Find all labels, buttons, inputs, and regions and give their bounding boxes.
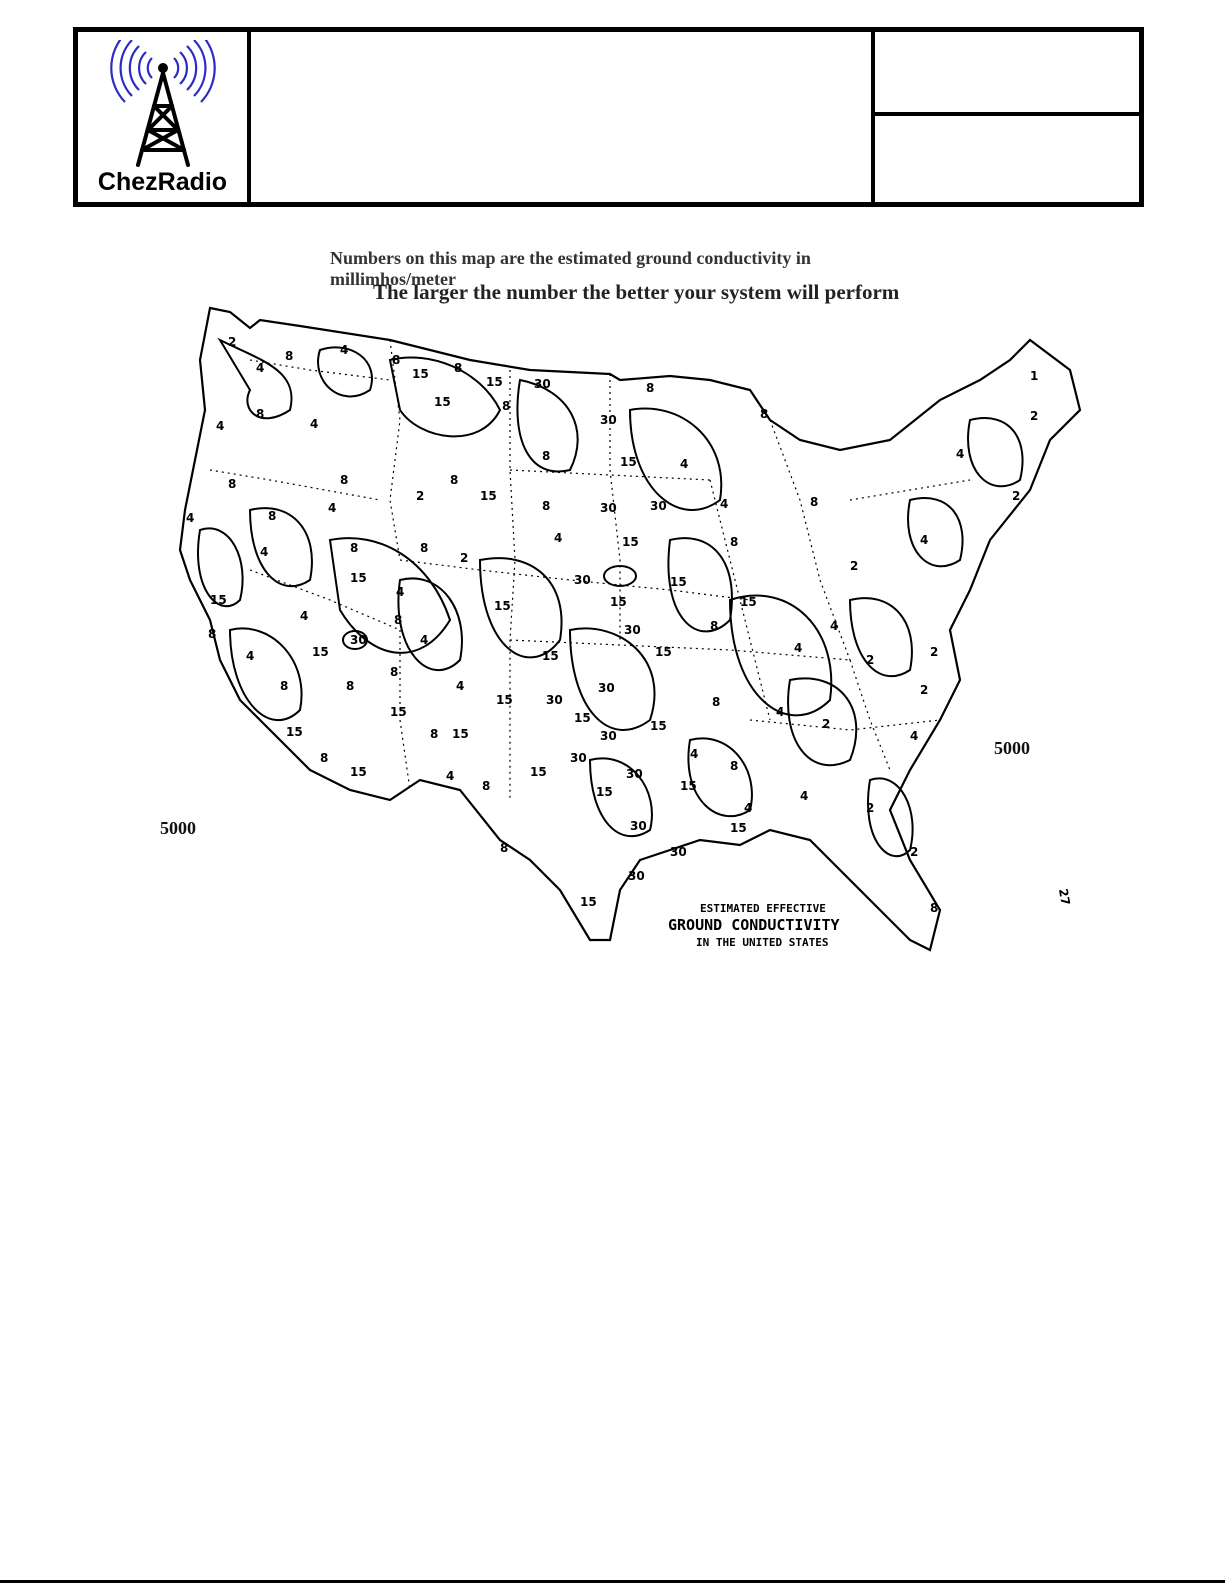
svg-text:8: 8 [542,499,551,513]
svg-text:4: 4 [920,533,929,547]
svg-text:8: 8 [256,407,265,421]
svg-text:2: 2 [1030,409,1039,423]
svg-text:8: 8 [810,495,819,509]
svg-text:30: 30 [534,377,551,391]
svg-text:15: 15 [496,693,513,707]
svg-text:15: 15 [286,725,303,739]
svg-text:4: 4 [310,417,319,431]
svg-text:15: 15 [210,593,227,607]
svg-text:8: 8 [712,695,721,709]
svg-text:30: 30 [670,845,687,859]
svg-text:8: 8 [930,901,939,915]
svg-text:4: 4 [956,447,965,461]
svg-text:8: 8 [228,477,237,491]
header-right-top-cell [875,32,1139,116]
svg-text:30: 30 [600,413,617,427]
svg-text:8: 8 [280,679,289,693]
svg-text:8: 8 [208,627,217,641]
svg-text:30: 30 [630,819,647,833]
svg-text:2: 2 [866,801,875,815]
svg-text:4: 4 [328,501,337,515]
svg-text:30: 30 [600,501,617,515]
svg-text:15: 15 [480,489,497,503]
svg-text:8: 8 [760,407,769,421]
svg-text:8: 8 [730,759,739,773]
svg-text:4: 4 [690,747,699,761]
svg-text:30: 30 [650,499,667,513]
svg-text:4: 4 [300,609,309,623]
svg-text:30: 30 [570,751,587,765]
svg-text:30: 30 [546,693,563,707]
header-right-cell [875,32,1139,202]
svg-text:15: 15 [350,765,367,779]
svg-text:4: 4 [456,679,465,693]
svg-text:4: 4 [744,801,753,815]
svg-text:2: 2 [416,489,425,503]
svg-text:15: 15 [494,599,511,613]
svg-text:15: 15 [312,645,329,659]
map-caption-performance: The larger the number the better your system will perform [373,280,900,304]
svg-text:4: 4 [720,497,729,511]
svg-text:4: 4 [554,531,563,545]
svg-text:15: 15 [670,575,687,589]
svg-text:15: 15 [622,535,639,549]
svg-text:4: 4 [420,633,429,647]
svg-text:15: 15 [412,367,429,381]
ground-conductivity-map [150,300,1090,960]
svg-text:30: 30 [598,681,615,695]
svg-text:15: 15 [620,455,637,469]
offshore-east-label: 5000 [994,738,1030,758]
svg-text:4: 4 [246,649,255,663]
page-number: 27 [1055,887,1073,907]
map-title-line-3: IN THE UNITED STATES [696,936,829,949]
svg-text:2: 2 [920,683,929,697]
us-map-svg [150,300,1090,960]
svg-text:8: 8 [730,535,739,549]
map-title-line-2: GROUND CONDUCTIVITY [668,916,840,934]
svg-text:15: 15 [655,645,672,659]
svg-text:2: 2 [866,653,875,667]
svg-text:8: 8 [390,665,399,679]
map-title-line-1: ESTIMATED EFFECTIVE [700,902,826,915]
svg-text:8: 8 [500,841,509,855]
svg-text:4: 4 [340,343,349,357]
svg-text:4: 4 [776,705,785,719]
footer-rule [0,1580,1225,1583]
svg-text:8: 8 [646,381,655,395]
svg-text:15: 15 [486,375,503,389]
svg-text:15: 15 [650,719,667,733]
svg-text:2: 2 [460,551,469,565]
svg-text:8: 8 [392,353,401,367]
svg-text:8: 8 [454,361,463,375]
map-caption-units: Numbers on this map are the estimated ground conductivity in millimhos/meter [330,248,811,289]
svg-text:8: 8 [450,473,459,487]
header-table [73,27,1144,207]
svg-text:15: 15 [610,595,627,609]
svg-text:8: 8 [350,541,359,555]
logo-text: ChezRadio [97,168,228,196]
svg-text:15: 15 [434,395,451,409]
svg-text:8: 8 [394,613,403,627]
svg-text:8: 8 [420,541,429,555]
svg-text:15: 15 [574,711,591,725]
svg-text:4: 4 [396,585,405,599]
svg-text:2: 2 [850,559,859,573]
radio-tower-icon [108,40,218,170]
svg-text:8: 8 [710,619,719,633]
header-title-cell [251,32,875,202]
svg-text:15: 15 [350,571,367,585]
svg-text:15: 15 [580,895,597,909]
svg-text:4: 4 [260,545,269,559]
svg-text:2: 2 [930,645,939,659]
svg-text:30: 30 [600,729,617,743]
svg-text:4: 4 [446,769,455,783]
svg-text:4: 4 [186,511,195,525]
svg-text:2: 2 [822,717,831,731]
svg-text:30: 30 [350,633,367,647]
svg-text:30: 30 [574,573,591,587]
svg-text:15: 15 [740,595,757,609]
svg-text:4: 4 [680,457,689,471]
svg-text:2: 2 [910,845,919,859]
svg-text:15: 15 [542,649,559,663]
svg-text:15: 15 [530,765,547,779]
svg-text:30: 30 [628,869,645,883]
logo-cell [78,32,251,202]
svg-text:4: 4 [794,641,803,655]
svg-text:8: 8 [268,509,277,523]
svg-text:30: 30 [624,623,641,637]
svg-text:15: 15 [390,705,407,719]
svg-text:30: 30 [626,767,643,781]
header-right-bottom-cell [875,116,1139,202]
svg-text:4: 4 [256,361,265,375]
offshore-west-label: 5000 [160,818,196,838]
svg-text:4: 4 [216,419,225,433]
svg-text:1: 1 [1030,369,1039,383]
svg-text:15: 15 [452,727,469,741]
svg-text:2: 2 [1012,489,1021,503]
svg-text:8: 8 [285,349,294,363]
svg-text:8: 8 [320,751,329,765]
svg-text:15: 15 [730,821,747,835]
svg-text:8: 8 [502,399,511,413]
svg-text:8: 8 [430,727,439,741]
svg-text:4: 4 [800,789,809,803]
svg-text:8: 8 [482,779,491,793]
svg-text:4: 4 [910,729,919,743]
svg-text:8: 8 [346,679,355,693]
svg-text:2: 2 [228,335,237,349]
svg-text:15: 15 [596,785,613,799]
svg-text:8: 8 [340,473,349,487]
svg-text:15: 15 [680,779,697,793]
svg-text:8: 8 [542,449,551,463]
svg-text:4: 4 [830,619,839,633]
